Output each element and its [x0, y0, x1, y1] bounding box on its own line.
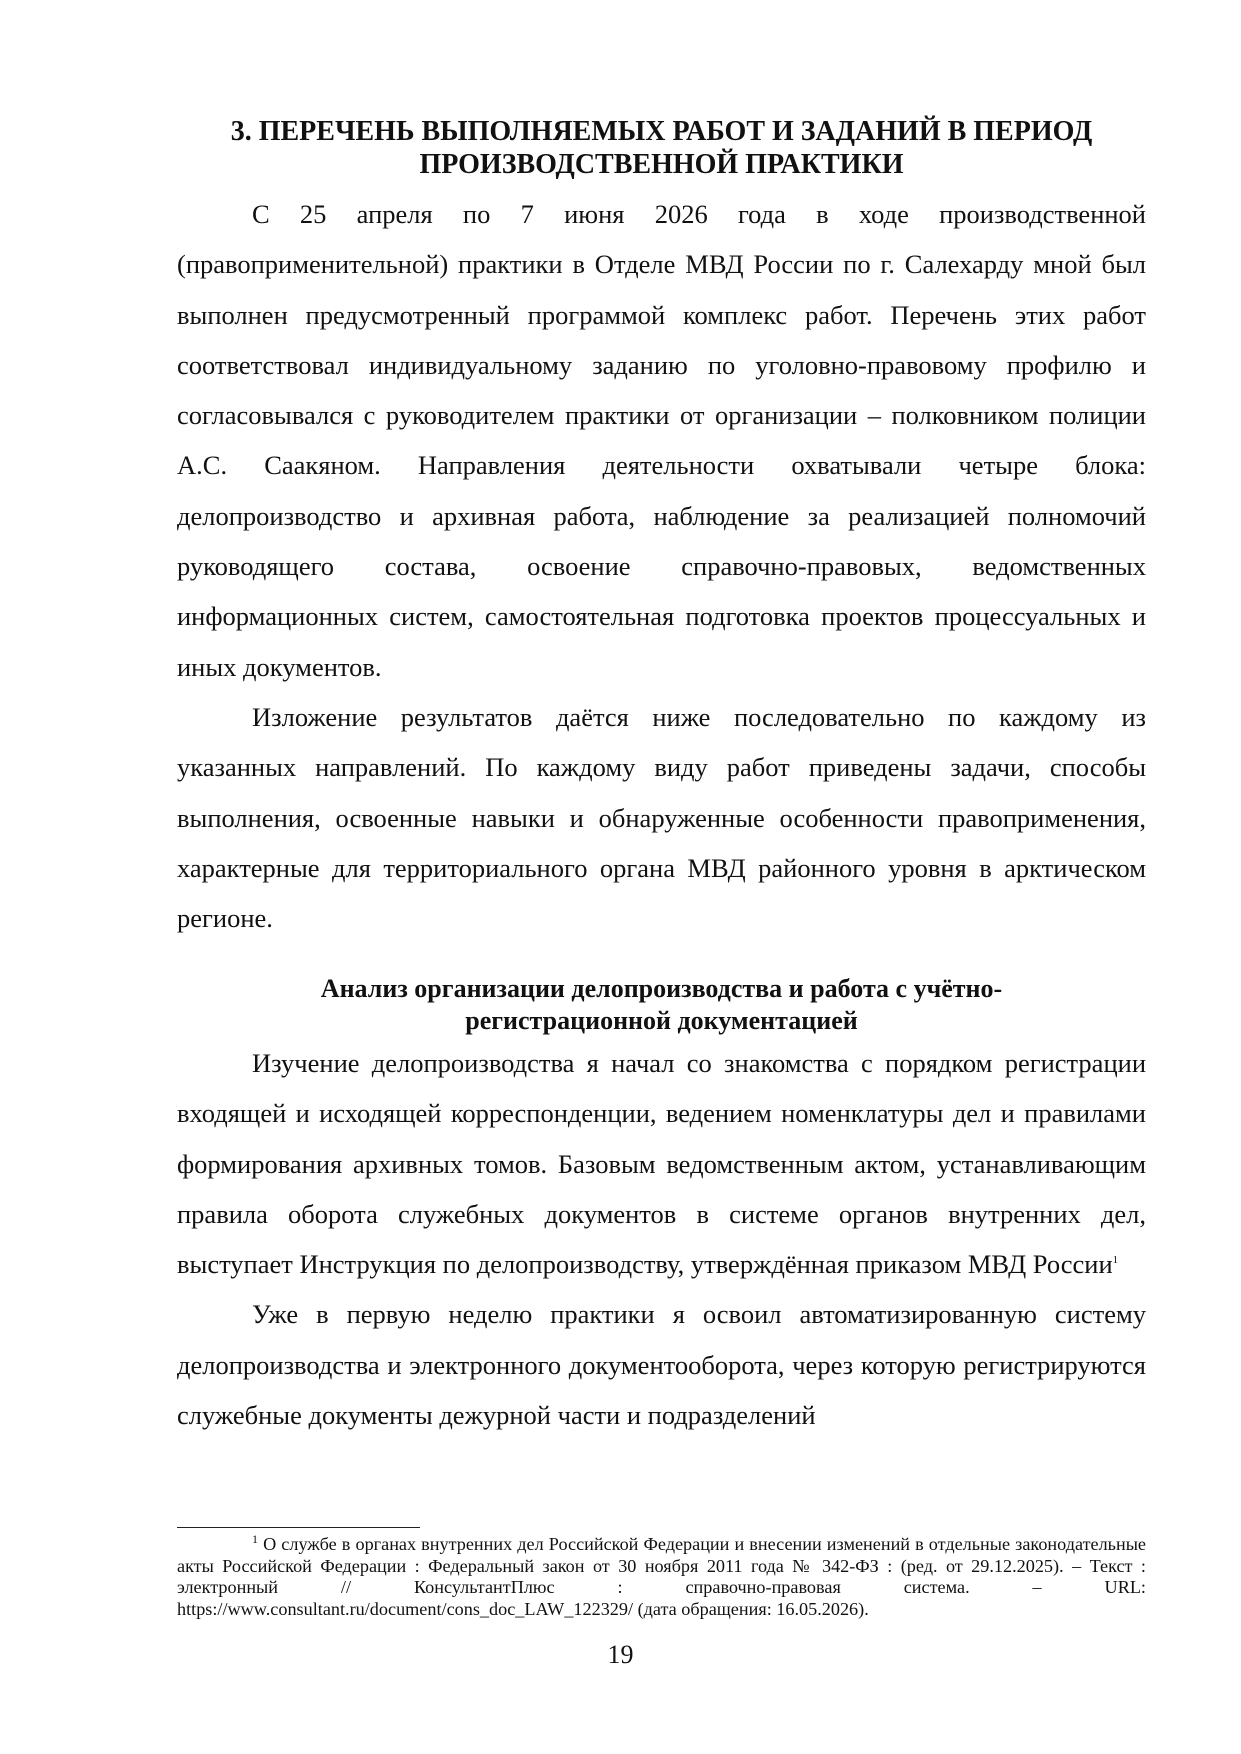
intro-text [177, 189, 1146, 943]
paragraph-text: Изучение делопроизводства я начал со знакомства с порядком регистрации входящей и исходящей корреспонденции, ведением номенклатуры дел и правилами формирования архивных томов. Базовым ведомственным актом, устанавливающим правила оборота служебных документов в системе органов внутренних дел, выступает Инструкция по делопроизводству, утверждённая приказом МВД России [177, 1048, 1146, 1280]
footnote-separator [177, 1527, 420, 1528]
section-heading-line-2: ПРОИЗВОДСТВЕННОЙ ПРАКТИКИ [419, 149, 904, 180]
paragraph: Изложение результатов даётся ниже последовательно по каждому из указанных направлений. По каждому виду работ приведены задачи, способы выполнения, освоенные навыки и обнаруженные особенности правоприменения, характерные для территориального органа МВД районного уровня в арктическом регионе. [177, 701, 1146, 934]
subsection-heading-line-2: регистрационной документацией [465, 1006, 858, 1035]
page-number: 19 [607, 1640, 634, 1669]
footnote-text: О службе в органах внутренних дел Российской Федерации и внесении изменений в отдельные законодательные акты Российской Федерации : Федеральный закон от 30 ноября 2011 года № 342-ФЗ : (ред. от 29.12.2025). – Текст : электронный // КонсультантПлюс : справочно-правовая система. – URL: https://www.consultant.ru/document/cons_doc_LAW_122329/ (дата обращения: 16.05.2026). [177, 1534, 1146, 1619]
paragraph: Уже в первую неделю практики я освоил автоматизированную систему делопроизводства и электронного документооборота, через которую регистрируются служебные документы дежурной части и подразделений [177, 1299, 1146, 1431]
paragraph: С 25 апреля по 7 июня 2026 года в ходе производственной (правоприменительной) практики в Отделе МВД России по г. Салехарду мной был выполнен предусмотренный программой комплекс работ. Перечень этих работ соответствовал индивидуальному заданию по уголовно-правовому профилю и согласовывался с руководителем практики от организации – полковником полиции А.С. Саакяном. Направления деятельности охватывали четыре блока: делопроизводство и архивная работа, наблюдение за реализацией полномочий руководящего состава, освоение справочно-правовых, ведомственных информационных систем, самостоятельная подготовка проектов процессуальных и иных документов. [177, 199, 1146, 682]
section-heading [177, 115, 1146, 181]
subsection-heading-line-1: Анализ организации делопроизводства и работа с учётно- [320, 974, 1003, 1003]
section-heading-line-1: 3. ПЕРЕЧЕНЬ ВЫПОЛНЯЕМЫХ РАБОТ И ЗАДАНИЙ В ПЕРИОД [230, 116, 1093, 147]
subsection-text [177, 1038, 1146, 1440]
footnote-reference[interactable]: 1 [1112, 1254, 1119, 1267]
paragraph [177, 1038, 1146, 1289]
subsection-heading [177, 973, 1146, 1037]
footnote [177, 1531, 1146, 1620]
footnote-mark: 1 [252, 1531, 258, 1546]
